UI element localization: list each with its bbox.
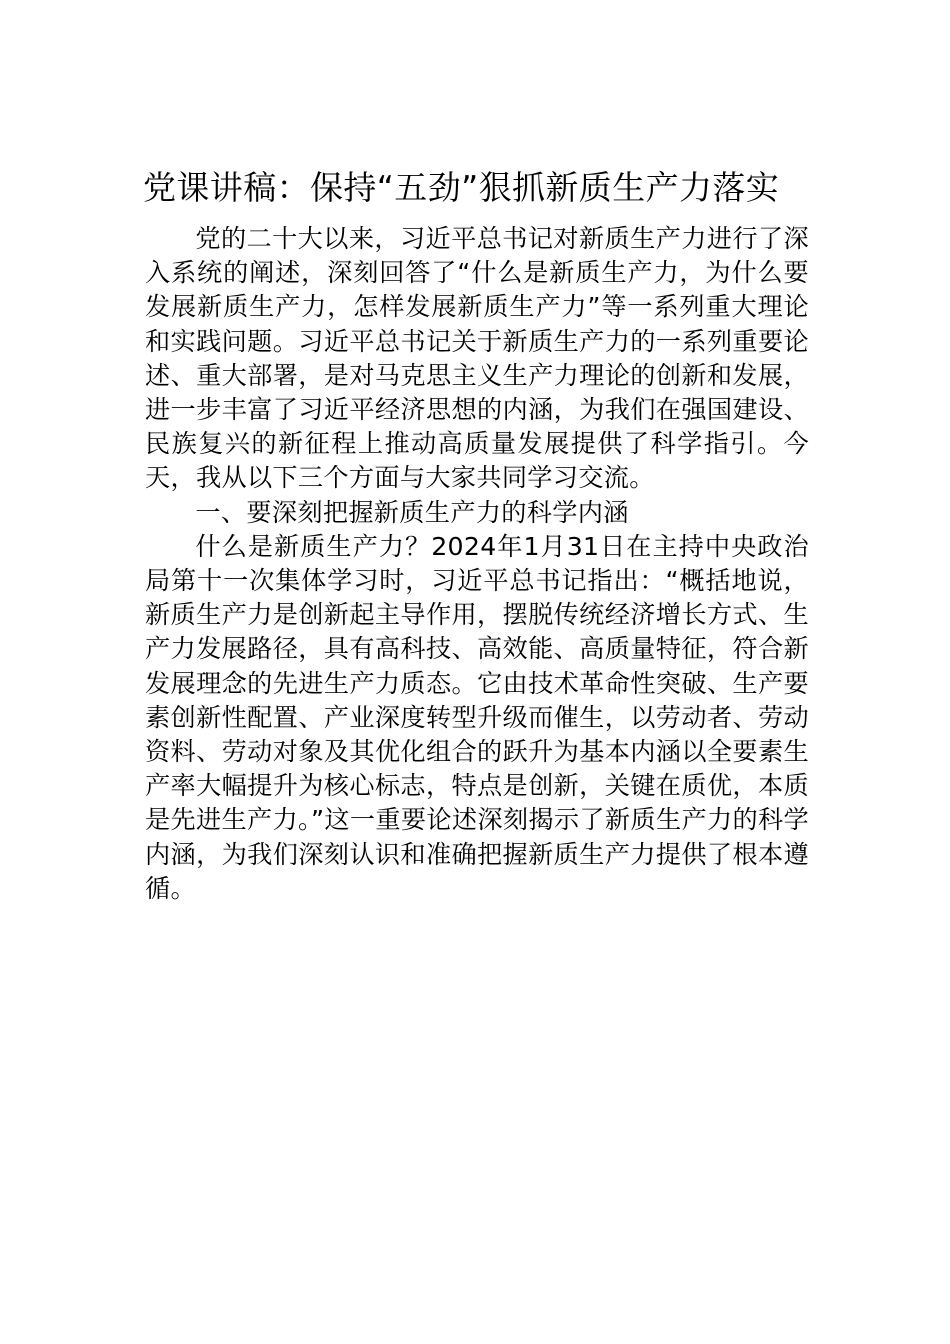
document-body: [145, 222, 809, 906]
intro-paragraph: 党的二十大以来，习近平总书记对新质生产力进行了深入系统的阐述，深刻回答了“什么是新质生产力，为什么要发展新质生产力，怎样发展新质生产力”等一系列重大理论和实践问题。习近平总书记关于新质生产力的一系列重要论述、重大部署，是对马克思主义生产力理论的创新和发展，进一步丰富了习近平经济思想的内涵，为我们在强国建设、民族复兴的新征程上推动高质量发展提供了科学指引。今天，我从以下三个方面与大家共同学习交流。: [145, 224, 809, 493]
section-heading: 一、要深刻把握新质生产力的科学内涵: [195, 497, 629, 527]
section-paragraph: 什么是新质生产力？2024年1月31日在主持中央政治局第十一次集体学习时，习近平总书记指出：“概括地说，新质生产力是创新起主导作用，摆脱传统经济增长方式、生产力发展路径，具有高科技、高效能、高质量特征，符合新发展理念的先进生产力质态。它由技术革命性突破、生产要素创新性配置、产业深度转型升级而催生，以劳动者、劳动资料、劳动对象及其优化组合的跃升为基本内涵以全要素生产率大幅提升为核心标志，特点是创新，关键在质优，本质是先进生产力。”这一重要论述深刻揭示了新质生产力的科学内涵，为我们深刻认识和准确把握新质生产力提供了根本遵循。: [145, 531, 809, 903]
document-title: 党课讲稿：保持“五劲”狠抓新质生产力落实: [143, 168, 780, 207]
